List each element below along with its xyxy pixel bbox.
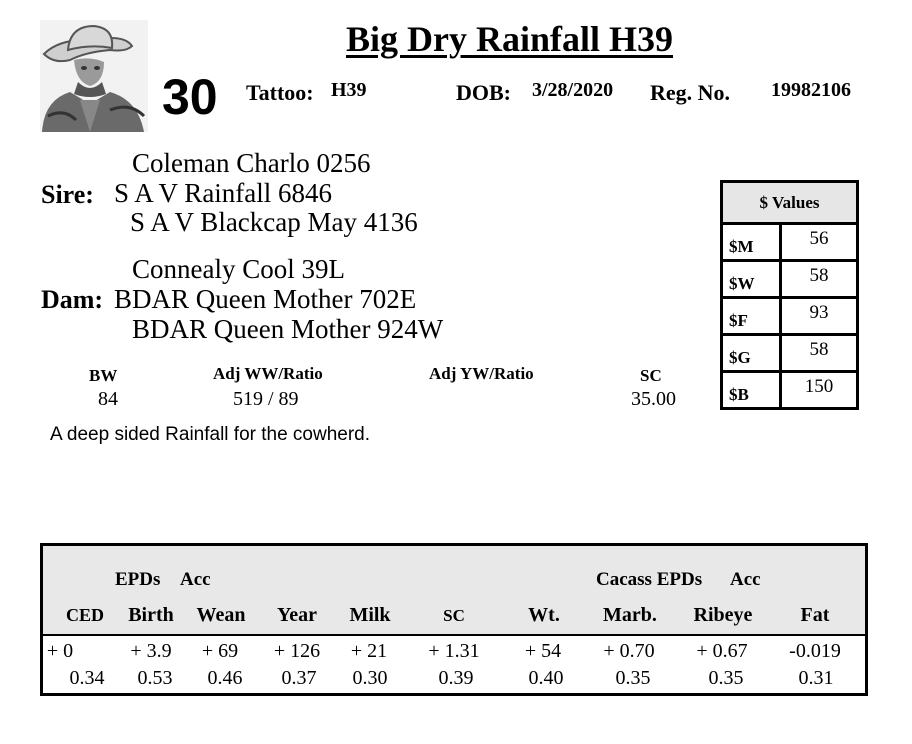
dollar-label: $G <box>722 335 781 372</box>
epd-value-ced: + 0 <box>46 640 74 662</box>
epd-acc-milk: 0.30 <box>352 667 388 689</box>
sc-value: 35.00 <box>631 388 676 410</box>
epd-value-sc: + 1.31 <box>428 640 480 662</box>
dollar-values-table <box>720 180 859 410</box>
epd-acc-wt: 0.40 <box>528 667 564 689</box>
reg-no-value: 19982106 <box>771 79 851 101</box>
epd-acc-birth: 0.53 <box>137 667 173 689</box>
sire-sire: Coleman Charlo 0256 <box>132 148 371 178</box>
epd-acc-wean: 0.46 <box>207 667 243 689</box>
column-header-birth: Birth <box>128 604 174 626</box>
lot-number: 30 <box>162 69 218 125</box>
column-header-fat: Fat <box>800 604 830 626</box>
sire-name: S A V Rainfall 6846 <box>114 178 333 208</box>
animal-name-title: Big Dry Rainfall H39 <box>346 19 674 59</box>
dollar-row <box>722 224 858 261</box>
adj-ww-label: Adj WW/Ratio <box>213 364 323 383</box>
dollar-row <box>722 261 858 298</box>
column-header-ced: CED <box>65 605 104 625</box>
bw-label: BW <box>89 366 118 385</box>
epd-table <box>40 543 868 696</box>
epd-value-year: + 126 <box>273 640 321 662</box>
carcass-group-label: Cacass EPDs <box>596 569 703 590</box>
epd-group-acc: Acc <box>180 569 211 590</box>
dollar-value: 58 <box>781 335 858 372</box>
column-header-ribeye: Ribeye <box>693 604 753 626</box>
cowboy-portrait-icon <box>40 20 148 132</box>
column-header-milk: Milk <box>349 604 391 626</box>
dob-value: 3/28/2020 <box>532 79 614 101</box>
column-header-marb: Marb. <box>603 604 657 626</box>
epd-value-birth: + 3.9 <box>130 640 172 662</box>
bw-value: 84 <box>98 388 118 410</box>
dam-label: Dam: <box>41 285 104 314</box>
dob-label: DOB: <box>456 80 511 105</box>
dollar-values-title: $ Values <box>722 182 858 224</box>
epd-acc-marb: 0.35 <box>615 667 651 689</box>
carcass-group-acc: Acc <box>730 569 761 590</box>
dollar-value: 56 <box>781 224 858 261</box>
epd-acc-sc: 0.39 <box>438 667 474 689</box>
column-header-wt: Wt. <box>528 604 560 626</box>
comment-text: A deep sided Rainfall for the cowherd. <box>50 424 371 445</box>
tattoo-value: H39 <box>331 79 367 101</box>
epd-value-marb: + 0.70 <box>603 640 655 662</box>
dollar-label: $M <box>722 224 781 261</box>
sire-dam: S A V Blackcap May 4136 <box>130 207 418 237</box>
dollar-label: $B <box>722 372 781 409</box>
dollar-row <box>722 335 858 372</box>
epd-value-wean: + 69 <box>201 640 239 662</box>
adj-ww-value: 519 / 89 <box>233 388 299 410</box>
epd-value-wt: + 54 <box>524 640 562 662</box>
adj-yw-label: Adj YW/Ratio <box>429 364 534 383</box>
reg-no-label: Reg. No. <box>650 80 731 105</box>
sire-label: Sire: <box>41 180 94 209</box>
dam-sire: Connealy Cool 39L <box>132 254 345 284</box>
dollar-value: 58 <box>781 261 858 298</box>
epd-table-header <box>43 546 865 636</box>
dollar-value: 93 <box>781 298 858 335</box>
epd-acc-ribeye: 0.35 <box>708 667 744 689</box>
epd-group-label: EPDs <box>115 569 161 590</box>
column-header-wean: Wean <box>196 604 246 626</box>
dam-dam: BDAR Queen Mother 924W <box>132 314 444 344</box>
epd-value-milk: + 21 <box>350 640 388 662</box>
column-header-sc: SC <box>443 606 465 625</box>
dollar-row <box>722 372 858 409</box>
dollar-row <box>722 298 858 335</box>
dollar-label: $W <box>722 261 781 298</box>
epd-acc-ced: 0.34 <box>69 667 105 689</box>
dam-name: BDAR Queen Mother 702E <box>114 284 417 314</box>
tattoo-label: Tattoo: <box>246 80 314 105</box>
epd-acc-fat: 0.31 <box>798 667 834 689</box>
epd-acc-year: 0.37 <box>281 667 317 689</box>
dollar-value: 150 <box>781 372 858 409</box>
epd-value-ribeye: + 0.67 <box>696 640 748 662</box>
column-header-year: Year <box>277 604 317 626</box>
dollar-label: $F <box>722 298 781 335</box>
epd-value-fat: -0.019 <box>789 640 841 662</box>
sc-label: SC <box>640 366 662 385</box>
